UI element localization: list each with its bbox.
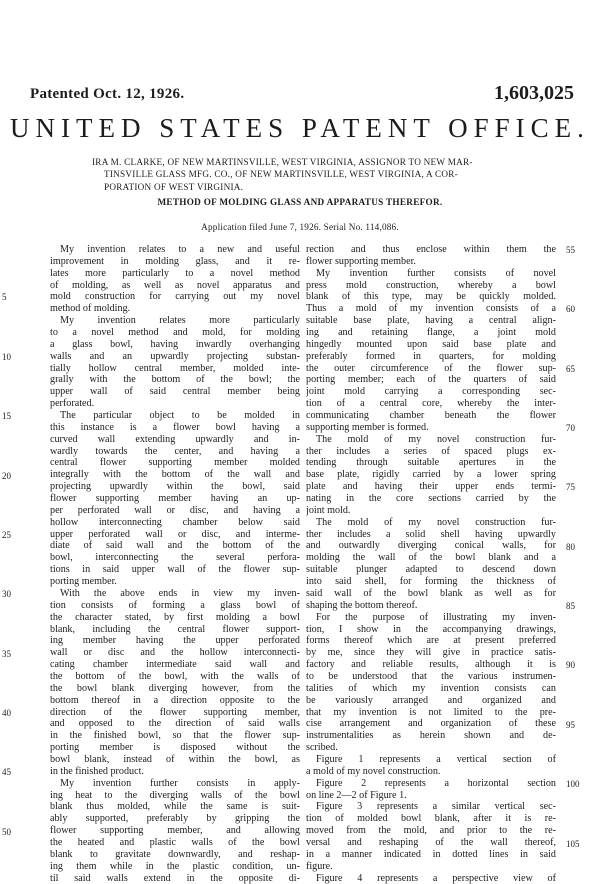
- inventor-block: [92, 156, 532, 193]
- text-line: the heated and plastic walls of the bowl: [50, 836, 300, 848]
- text-line: be variously arranged and organized and: [306, 694, 556, 706]
- line-number: 80: [566, 541, 575, 552]
- text-line: central flower supporting member molded: [50, 457, 300, 469]
- text-line: of molding, as well as novel apparatus and: [50, 279, 300, 291]
- text-line: tially hollow central member, molded inte-: [50, 362, 300, 374]
- text-line: molding the wall of the bowl blank and a: [306, 552, 556, 564]
- text-line: preferably formed in quarters, for molding: [306, 350, 556, 362]
- text-line: wall or disc and the hollow interconnecti-: [50, 647, 300, 659]
- line-number: 50: [2, 826, 11, 837]
- text-line: For the purpose of illustrating my inven-: [316, 611, 556, 623]
- text-line: flower supporting member.: [306, 255, 416, 267]
- text-line: Figure 2 represents a horizontal section: [316, 777, 556, 789]
- text-line: With the above ends in view my inven-: [60, 587, 300, 599]
- line-number: 40: [2, 707, 11, 718]
- text-line: mold construction for carrying out my novel: [50, 291, 300, 303]
- text-line: moved from the mold, and prior to the re-: [306, 825, 556, 837]
- right-text-column: [306, 244, 556, 884]
- text-line: factory and reliable results, although it is: [306, 659, 556, 671]
- text-line: the bowl blank diverging however, from the: [50, 682, 300, 694]
- line-number: 70: [566, 423, 575, 434]
- text-line: porting member is disposed without the: [50, 742, 300, 754]
- text-line: diate of said wall and the bottom of the: [50, 540, 300, 552]
- application-info: Application filed June 7, 1926. Serial No. 114,086.: [201, 222, 399, 232]
- text-line: ing and retaining flange, a joint mold: [306, 327, 556, 339]
- text-line: the character stated, by first molding a bowl: [50, 611, 300, 623]
- text-line: grally with the bottom of the bowl; the: [50, 374, 300, 386]
- text-line: My invention further consists in apply-: [60, 777, 300, 789]
- text-line: hingedly mounted upon said base plate and: [306, 338, 556, 350]
- line-number: 65: [566, 363, 575, 374]
- line-number: 105: [566, 838, 580, 849]
- text-line: press mold construction, whereby a bowl: [306, 279, 556, 291]
- text-line: scribed.: [306, 742, 338, 754]
- text-line: ing member having the upper perforated: [50, 635, 300, 647]
- line-number: 5: [2, 292, 7, 303]
- text-line: the bottom of the bowl, with the walls of: [50, 670, 300, 682]
- text-line: My invention relates to a new and useful: [60, 244, 300, 255]
- text-line: this instance is a flower bowl having a: [50, 421, 300, 433]
- text-line: to be understood that the various instrumen-: [306, 670, 556, 682]
- line-number: 25: [2, 529, 11, 540]
- line-number: 100: [566, 779, 580, 790]
- text-line: wardly towards the center, and having a: [50, 445, 300, 457]
- text-line: nating in the core sections carried by the: [306, 493, 556, 505]
- text-line: base plate, rigidly carried by a lower spring: [306, 469, 556, 481]
- text-line: cise arrangement and organization of these: [306, 718, 556, 730]
- text-line: blank to gravitate downwardly, and reshap-: [50, 848, 300, 860]
- text-line: and outwardly diverging conical walls, for: [306, 540, 556, 552]
- text-line: ing heat to the diverging walls of the bowl: [50, 789, 300, 801]
- text-line: supporting member is formed.: [306, 421, 429, 433]
- text-line: upper wall of said central member being: [50, 386, 300, 398]
- text-line: bottom thereof in a direction opposite to the: [50, 694, 300, 706]
- text-line: The mold of my novel construction fur-: [316, 516, 556, 528]
- text-line: My invention further consists of novel: [316, 267, 556, 279]
- text-line: Figure 4 represents a perspective view of: [316, 872, 556, 884]
- text-line: tions in said upper wall of the flower sup-: [50, 564, 300, 576]
- line-number: 85: [566, 601, 575, 612]
- text-line: communicating chamber beneath the flower: [306, 410, 556, 422]
- text-line: porting member.: [50, 576, 117, 588]
- text-line: blank thus molded, while the same is suit-: [50, 801, 300, 813]
- text-line: tending through suitable apertures in the: [306, 457, 556, 469]
- text-line: in the finished bowl, so that the flower sup-: [50, 730, 300, 742]
- text-line: walls and an upwardly projecting substan-: [50, 350, 300, 362]
- line-number: 55: [566, 245, 575, 255]
- text-line: in the finished product.: [50, 765, 144, 777]
- text-line: The mold of my novel construction fur-: [316, 433, 556, 445]
- inventor-line: PORATION OF WEST VIRGINIA.: [104, 181, 244, 192]
- line-number: 95: [566, 719, 575, 730]
- text-line: flower supporting member having an up-: [50, 493, 300, 505]
- office-heading: UNITED STATES PATENT OFFICE.: [10, 113, 590, 143]
- text-line: bowl blank, instead of within the bowl, as: [50, 753, 300, 765]
- text-line: til said walls extend in the opposite di-: [50, 872, 300, 884]
- text-line: the outer circumference of the flower sup-: [306, 362, 556, 374]
- text-line: method of molding.: [50, 303, 131, 315]
- left-text-column: [50, 244, 300, 884]
- text-line: to a novel method and mold, for molding: [50, 327, 300, 339]
- inventor-line: IRA M. CLARKE, OF NEW MARTINSVILLE, WEST VIRGINIA, ASSIGNOR TO NEW MAR-: [92, 157, 473, 167]
- text-line: in a manner indicated in dotted lines in said: [306, 848, 556, 860]
- text-line: upper perforated wall or disc, and interme-: [50, 528, 300, 540]
- text-line: said wall of the bowl blank as well as for: [306, 587, 556, 599]
- text-line: tion of a central core, whereby the inter-: [306, 398, 556, 410]
- text-line: blank of this type, may be quickly molded.: [306, 291, 556, 303]
- text-line: My invention relates more particularly: [60, 315, 300, 327]
- text-line: ther includes a series of spaced plugs ex-: [306, 445, 556, 457]
- text-line: porting member; each of the quarters of said: [306, 374, 556, 386]
- text-line: integrally with the bottom of the wall and: [50, 469, 300, 481]
- line-number: 30: [2, 589, 11, 600]
- text-line: tion of molded bowl blank, after it is re-: [306, 813, 556, 825]
- text-line: Figure 3 represents a similar vertical sec-: [316, 801, 556, 813]
- line-number: 90: [566, 660, 575, 671]
- text-line: Thus a mold of my invention consists of a: [306, 303, 556, 315]
- line-number: 20: [2, 470, 11, 481]
- text-line: ably supported, preferably by gripping the: [50, 813, 300, 825]
- text-line: lates more particularly to a novel method: [50, 267, 300, 279]
- text-line: plate and having their upper ends termi-: [306, 481, 556, 493]
- text-line: The particular object to be molded in: [60, 410, 300, 422]
- text-line: bowl, interconnecting the several perfora-: [50, 552, 300, 564]
- text-line: suitable plunger adapted to descend down: [306, 564, 556, 576]
- text-line: joint mold.: [306, 504, 351, 516]
- text-line: curved wall extending upwardly and in-: [50, 433, 300, 445]
- line-number: 35: [2, 648, 11, 659]
- text-line: blank, including the central flower support-: [50, 623, 300, 635]
- text-line: tion, I show in the accompanying drawings,: [306, 623, 556, 635]
- line-number: 60: [566, 304, 575, 315]
- text-line: Figure 1 represents a vertical section of: [316, 753, 556, 765]
- inventor-line: TINSVILLE GLASS MFG. CO., OF NEW MARTINSVILLE, WEST VIRGINIA, A COR-: [104, 169, 458, 180]
- text-line: by me, since they will give in practice satis-: [306, 647, 556, 659]
- patent-title: METHOD OF MOLDING GLASS AND APPARATUS THEREFOR.: [157, 197, 443, 207]
- text-line: shaping the bottom thereof.: [306, 599, 418, 611]
- patent-date: Patented Oct. 12, 1926.: [30, 86, 185, 102]
- text-line: rection and thus enclose within them the: [306, 244, 556, 255]
- text-line: direction of the flower supporting member,: [50, 706, 300, 718]
- text-line: and opposed to the direction of said walls: [50, 718, 300, 730]
- text-line: per perforated wall or disc, and having a: [50, 504, 300, 516]
- text-line: figure.: [306, 860, 333, 872]
- text-line: suitable base plate, having a central align-: [306, 315, 556, 327]
- text-line: a glass bowl, having inwardly overhanging: [50, 338, 300, 350]
- line-number: 45: [2, 767, 11, 778]
- text-line: flower supporting member, and allowing: [50, 825, 300, 837]
- text-line: tion consists of forming a glass bowl of: [50, 599, 300, 611]
- text-line: into said shell, for forming the thickness of: [306, 576, 556, 588]
- text-line: a mold of my novel construction.: [306, 765, 441, 777]
- text-line: ther includes a solid shell having upwardly: [306, 528, 556, 540]
- text-line: perforated.: [50, 398, 95, 410]
- text-line: improvement in molding glass, and it re-: [50, 255, 300, 267]
- text-line: talities of which my invention consists can: [306, 682, 556, 694]
- text-line: hollow interconnecting chamber below said: [50, 516, 300, 528]
- text-line: instrumentalities as herein shown and de-: [306, 730, 556, 742]
- text-line: cating chamber intermediate said wall and: [50, 659, 300, 671]
- text-line: projecting upwardly within the bowl, said: [50, 481, 300, 493]
- text-line: on line 2—2 of Figure 1.: [306, 789, 407, 801]
- line-number: 15: [2, 411, 11, 422]
- text-line: ing them while in the plastic condition, un-: [50, 860, 300, 872]
- text-line: that my invention is not limited to the pre-: [306, 706, 556, 718]
- text-line: joint mold carrying a corresponding sec-: [306, 386, 556, 398]
- line-number: 10: [2, 351, 11, 362]
- patent-number: 1,603,025: [494, 82, 574, 104]
- text-line: versal and reshaping of the wall thereof,: [306, 836, 556, 848]
- line-number: 75: [566, 482, 575, 493]
- text-line: forms thereof which are at present preferred: [306, 635, 556, 647]
